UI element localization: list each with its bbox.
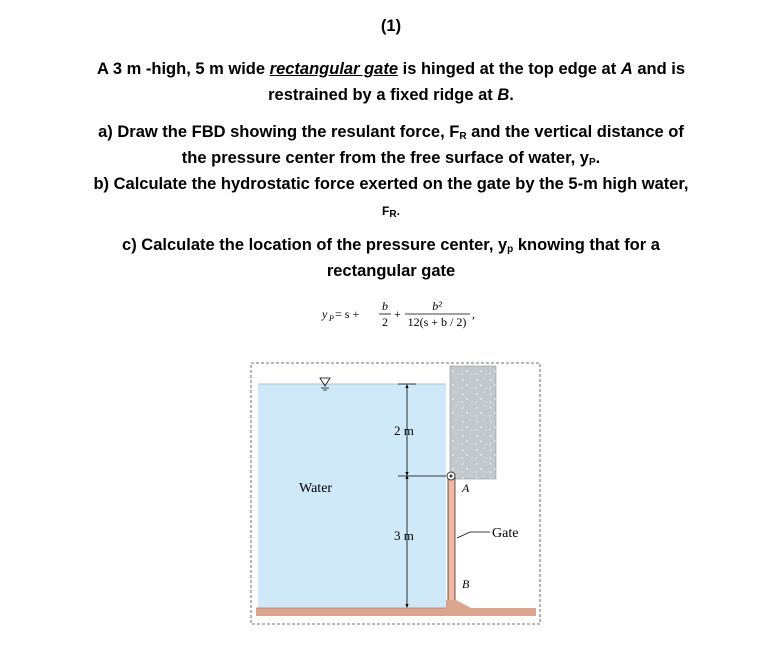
part-b-subscript: R xyxy=(389,209,397,220)
water-body xyxy=(258,384,446,608)
intro-line-1 xyxy=(0,58,782,80)
part-a-text: . xyxy=(595,149,601,167)
intro-text: restrained by a fixed ridge at xyxy=(268,86,498,104)
hinge-center xyxy=(450,475,453,478)
part-b-line-2 xyxy=(0,200,782,226)
point-a-ref: A xyxy=(620,60,633,78)
gate-plate xyxy=(448,477,455,603)
part-c-line-2 xyxy=(0,260,782,282)
intro-line-2 xyxy=(0,84,782,106)
intro-text: is hinged at the top edge at xyxy=(398,60,621,78)
part-c-text: knowing that for a xyxy=(513,236,660,254)
gate-label: Gate xyxy=(492,526,519,541)
formula-lhs-sub: P xyxy=(329,314,334,323)
gate-figure xyxy=(250,362,542,627)
part-c-line-1 xyxy=(0,234,782,261)
part-a-line-1 xyxy=(0,121,782,148)
part-c-subscript: p xyxy=(507,244,514,255)
point-b-label: B xyxy=(462,577,470,591)
concrete-wall xyxy=(450,366,496,479)
part-c-text: rectangular gate xyxy=(326,262,456,280)
formula-equals: = s + xyxy=(335,307,360,321)
part-a-line-2 xyxy=(0,147,782,174)
part-a-text: the pressure center from the free surface of water, y xyxy=(181,149,589,167)
water-label: Water xyxy=(299,481,333,496)
formula-plus: + xyxy=(394,307,401,321)
part-a-text: a) Draw the FBD showing the resulant force, F xyxy=(98,123,460,141)
part-b-text: b) Calculate the hydrostatic force exerted on the gate by the 5-m high water, xyxy=(93,175,689,193)
point-a-label: A xyxy=(462,481,470,495)
formula-frac1-num: b xyxy=(382,299,388,313)
intro-text: and is xyxy=(632,60,685,78)
formula-lhs: y xyxy=(322,307,328,321)
gate-leader-line xyxy=(457,532,490,538)
part-a-subscript: R xyxy=(459,131,467,142)
pressure-center-formula xyxy=(0,285,782,335)
intro-text: A 3 m -high, 5 m wide xyxy=(96,60,270,78)
part-b-text: F xyxy=(382,204,390,218)
rectangular-gate-link: rectangular gate xyxy=(269,60,399,78)
intro-text: . xyxy=(509,86,514,104)
formula-frac2-num: b² xyxy=(432,299,442,313)
formula-frac2-den: 12(s + b / 2) xyxy=(407,315,467,329)
part-b-line-1 xyxy=(0,173,782,195)
point-b-ref: B xyxy=(497,86,510,104)
formula-tail: , xyxy=(472,307,475,321)
question-number xyxy=(0,15,782,37)
part-c-text: c) Calculate the location of the pressure center, y xyxy=(122,236,508,254)
question-number-text: (1) xyxy=(380,17,402,35)
part-b-text: . xyxy=(396,204,400,218)
part-a-text: and the vertical distance of xyxy=(466,123,684,141)
formula-frac1-den: 2 xyxy=(382,315,388,329)
dimension-2m-label: 2 m xyxy=(394,423,414,438)
part-a-subscript: P xyxy=(588,157,596,168)
dimension-3m-label: 3 m xyxy=(394,528,414,543)
